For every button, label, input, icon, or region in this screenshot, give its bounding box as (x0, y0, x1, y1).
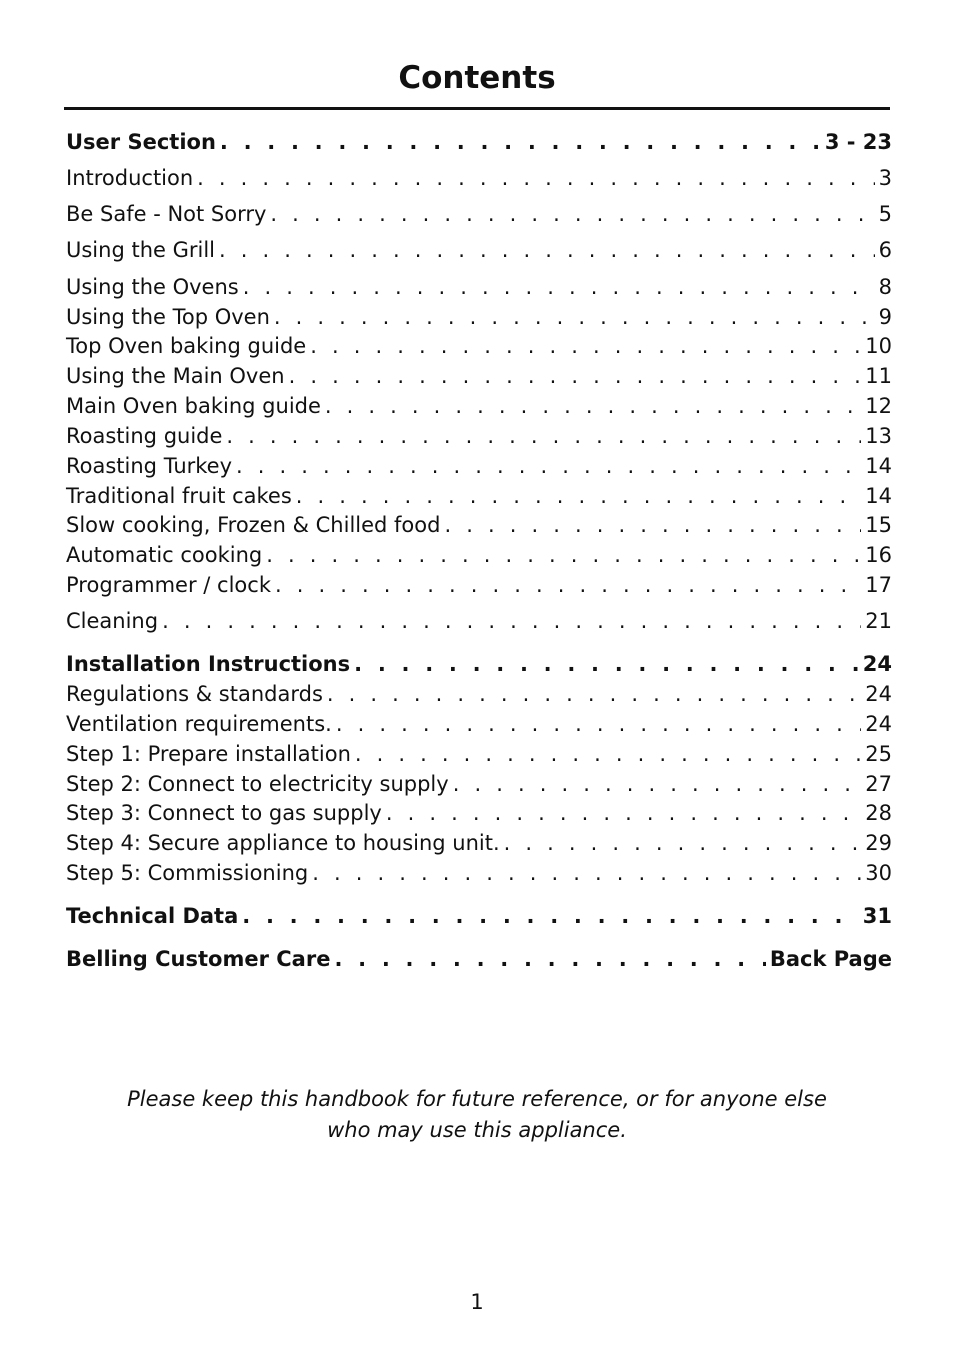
toc-entry (66, 679, 892, 709)
dot-leader (336, 709, 861, 739)
toc-entry-label: User Section (66, 130, 216, 154)
dot-leader (226, 421, 861, 451)
toc-entry (66, 331, 892, 361)
toc-entry-label: Step 1: Prepare installation (66, 742, 351, 766)
handbook-note-line-1: Please keep this handbook for future reference, or for anyone else (127, 1087, 827, 1111)
page-title: Contents (398, 60, 556, 96)
toc-entry (66, 858, 892, 888)
toc-entry-label: Using the Ovens (66, 275, 239, 299)
handbook-note-line-2: who may use this appliance. (327, 1118, 627, 1142)
toc-entry-page: 11 (865, 364, 892, 388)
dot-leader (266, 540, 861, 570)
page-number: 1 (470, 1290, 484, 1314)
toc-entry (66, 163, 892, 193)
toc-entry-label: Top Oven baking guide (66, 334, 307, 358)
dot-leader (453, 769, 862, 799)
toc-entry-page: 28 (865, 801, 892, 825)
toc-entry-page: 30 (865, 861, 892, 885)
toc-entry-page: 8 (878, 275, 892, 299)
toc-entry-label: Belling Customer Care (66, 947, 331, 971)
toc-entry (66, 361, 892, 391)
toc-entry (66, 606, 892, 636)
toc-entry (66, 739, 892, 769)
toc-entry-label: Step 3: Connect to gas supply (66, 801, 382, 825)
toc-entry-page: 14 (865, 484, 892, 508)
toc-entry-label: Step 5: Commissioning (66, 861, 309, 885)
toc-section-entry (66, 944, 892, 974)
dot-leader (355, 739, 861, 769)
toc-entry-label: Roasting Turkey (66, 454, 233, 478)
toc-entry (66, 570, 892, 600)
toc-entry (66, 798, 892, 828)
toc-entry-label: Using the Grill (66, 238, 216, 262)
toc-section-entry (66, 649, 892, 679)
dot-leader (242, 901, 859, 931)
dot-leader (162, 606, 861, 636)
toc-entry-label: Introduction (66, 166, 194, 190)
toc-entry-page: 14 (865, 454, 892, 478)
toc-entry (66, 451, 892, 481)
dot-leader (327, 679, 861, 709)
dot-leader (275, 570, 861, 600)
toc-entry-page: 3 (878, 166, 892, 190)
toc-section-entry (66, 901, 892, 931)
toc-entry-page: 21 (865, 609, 892, 633)
toc-entry-label: Roasting guide (66, 424, 223, 448)
dot-leader (274, 302, 875, 332)
toc-entry-label: Step 2: Connect to electricity supply (66, 772, 449, 796)
toc-entry (66, 391, 892, 421)
toc-entry-label: Regulations & standards (66, 682, 323, 706)
toc-entry-label: Ventilation requirements. (66, 712, 332, 736)
toc-entry (66, 769, 892, 799)
toc-entry-label: Programmer / clock (66, 573, 271, 597)
toc-entry-page: 24 (865, 712, 892, 736)
toc-entry (66, 540, 892, 570)
dot-leader (310, 331, 861, 361)
dot-leader (312, 858, 861, 888)
dot-leader (289, 361, 862, 391)
toc-entry-page: 5 (878, 202, 892, 226)
toc-entry (66, 302, 892, 332)
dot-leader (386, 798, 861, 828)
toc-entry-page: 25 (865, 742, 892, 766)
dot-leader (220, 127, 821, 157)
dot-leader (354, 649, 859, 679)
toc-entry-label: Step 4: Secure appliance to housing unit. (66, 831, 500, 855)
dot-leader (504, 828, 862, 858)
toc-entry (66, 421, 892, 451)
toc-entry-label: Main Oven baking guide (66, 394, 321, 418)
toc-entry (66, 481, 892, 511)
toc-entry-page: 16 (865, 543, 892, 567)
toc-entry (66, 510, 892, 540)
toc-entry-label: Using the Main Oven (66, 364, 285, 388)
table-of-contents (66, 0, 892, 1000)
toc-entry-label: Traditional fruit cakes (66, 484, 292, 508)
toc-entry-page: 29 (865, 831, 892, 855)
dot-leader (296, 481, 861, 511)
dot-leader (444, 510, 861, 540)
handbook-note (0, 1084, 954, 1146)
toc-entry-page: Back Page (769, 947, 892, 971)
toc-entry (66, 828, 892, 858)
toc-entry-page: 27 (865, 772, 892, 796)
dot-leader (325, 391, 861, 421)
dot-leader (219, 235, 875, 265)
toc-entry-page: 31 (862, 904, 892, 928)
toc-entry-label: Be Safe - Not Sorry (66, 202, 267, 226)
toc-entry-page: 12 (865, 394, 892, 418)
toc-entry-label: Cleaning (66, 609, 159, 633)
toc-entry (66, 709, 892, 739)
toc-entry-label: Installation Instructions (66, 652, 351, 676)
toc-section-entry (66, 127, 892, 157)
toc-entry-page: 10 (865, 334, 892, 358)
toc-entry-page: 6 (878, 238, 892, 262)
toc-entry-page: 24 (862, 652, 892, 676)
toc-entry-page: 3 - 23 (824, 130, 892, 154)
toc-entry-label: Technical Data (66, 904, 239, 928)
dot-leader (236, 451, 861, 481)
toc-entry-label: Automatic cooking (66, 543, 263, 567)
dot-leader (334, 944, 765, 974)
toc-entry-page: 15 (865, 513, 892, 537)
toc-entry (66, 235, 892, 265)
toc-entry-page: 17 (865, 573, 892, 597)
toc-entry-page: 13 (865, 424, 892, 448)
toc-entry (66, 272, 892, 302)
dot-leader (197, 163, 874, 193)
toc-entry-page: 9 (878, 305, 892, 329)
toc-entry (66, 199, 892, 229)
dot-leader (270, 199, 874, 229)
dot-leader (243, 272, 875, 302)
toc-entry-label: Slow cooking, Frozen & Chilled food (66, 513, 441, 537)
toc-entry-label: Using the Top Oven (66, 305, 270, 329)
toc-entry-page: 24 (865, 682, 892, 706)
